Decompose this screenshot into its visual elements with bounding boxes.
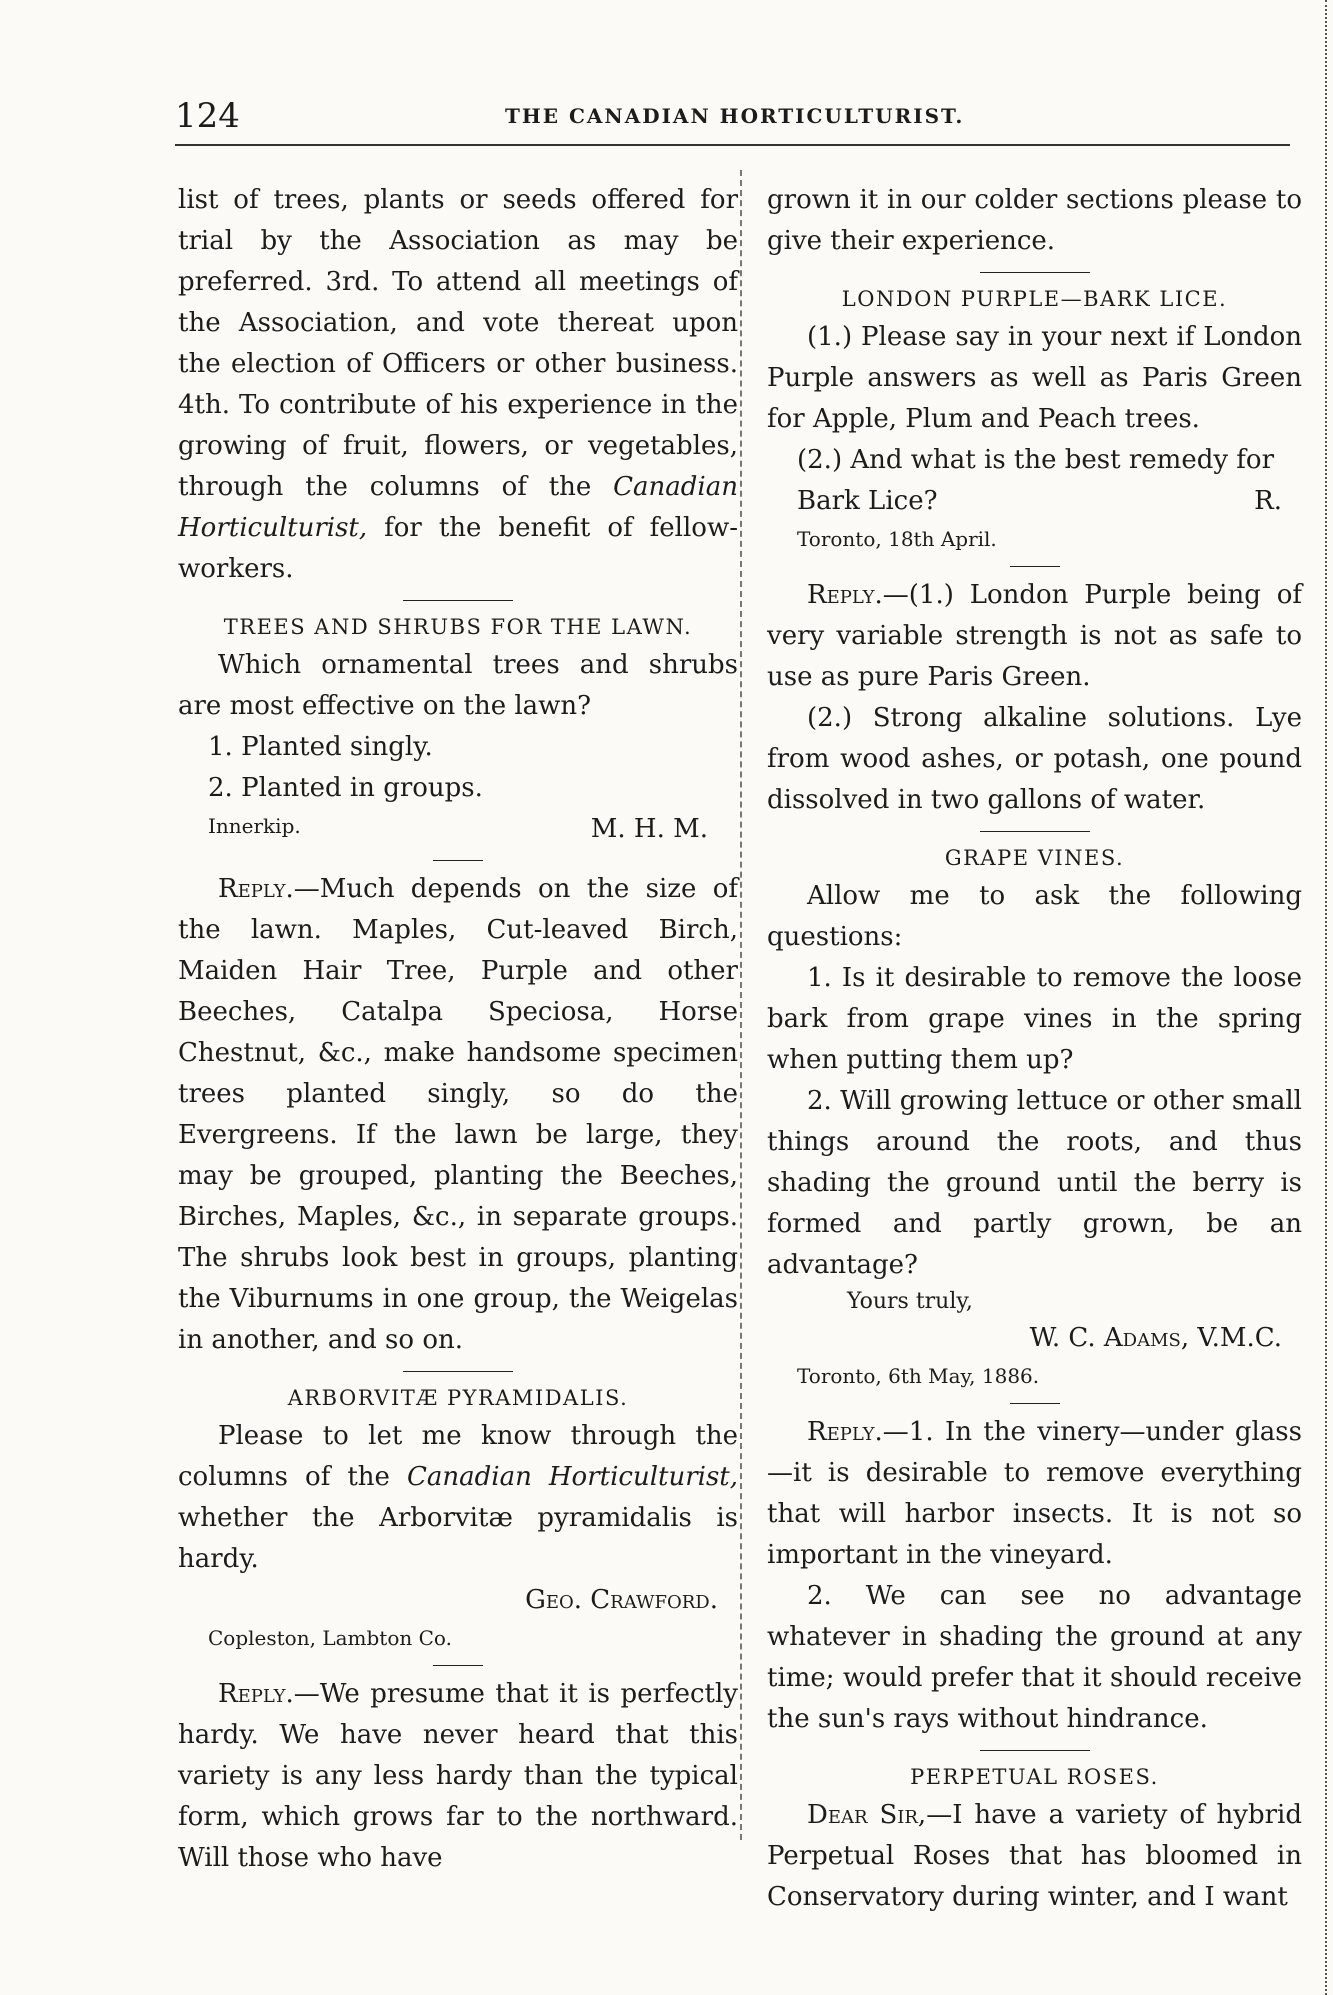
roses-paragraph: Dear Sir,—I have a variety of hybrid Perpetual Roses that has bloomed in Conservatory during winter, and I want: [767, 1800, 1302, 1912]
trees-item-2: 2. Planted in groups.: [208, 773, 483, 803]
trees-item-1: 1. Planted singly.: [208, 732, 433, 762]
reply-rule: [1010, 1403, 1060, 1404]
binding-edge: [1322, 0, 1327, 1995]
grape-intro: Allow me to ask the following questions:: [767, 881, 1302, 952]
london-initial: R.: [1254, 486, 1282, 516]
section-rule: [403, 1371, 513, 1372]
grape-heading: GRAPE VINES.: [944, 846, 1125, 870]
trees-heading: TREES AND SHRUBS FOR THE LAWN.: [223, 615, 693, 639]
column-divider: [740, 170, 743, 1840]
running-title: THE CANADIAN HORTICULTURIST.: [505, 104, 965, 128]
trees-signature-line: [178, 809, 738, 850]
grape-question-1: 1. Is it desirable to remove the loose bark from grape vines in the spring when putting them up?: [767, 963, 1302, 1075]
reply-rule: [433, 1665, 483, 1666]
grape-closing: Yours truly,: [847, 1289, 973, 1314]
trees-question: Which ornamental trees and shrubs are most effective on the lawn?: [178, 650, 738, 721]
continued-paragraph: grown it in our colder sections please to give their experience.: [767, 185, 1302, 256]
page-header: [175, 96, 1290, 136]
london-question-2-line: [767, 440, 1302, 522]
london-reply-2: (2.) Strong alkaline solutions. Lye from wood ashes, or potash, one pound dissolved in two gallons of water.: [767, 703, 1302, 815]
arbor-reply: Reply.—We presume that it is perfectly hardy. We have never heard that this variety is any less hardy than the typical form, which grows far to the northward. Will those who have: [178, 1679, 738, 1873]
section-rule: [403, 600, 513, 601]
page-number: 124: [175, 96, 240, 136]
section-rule: [980, 1750, 1090, 1751]
arbor-question: Please to let me know through the columns of the Canadian Horticulturist, whether the Arborvitæ pyramidalis is hardy.: [178, 1421, 738, 1574]
section-rule: [980, 831, 1090, 832]
london-reply-1: Reply.—(1.) London Purple being of very variable strength is not as safe to use as pure Paris Green.: [767, 580, 1302, 692]
grape-place: Toronto, 6th May, 1886.: [797, 1364, 1040, 1388]
grape-signature: W. C. Adams, V.M.C.: [1029, 1323, 1282, 1353]
arbor-place: Copleston, Lambton Co.: [208, 1626, 452, 1650]
reply-rule: [1010, 566, 1060, 567]
london-question-2: (2.) And what is the best remedy for Bark Lice?: [797, 445, 1275, 516]
header-rule: [175, 144, 1290, 146]
trees-signature: M. H. M.: [590, 814, 708, 844]
trees-place: Innerkip.: [208, 814, 301, 838]
london-heading: LONDON PURPLE—BARK LICE.: [841, 287, 1228, 311]
grape-question-2: 2. Will growing lettuce or other small things around the roots, and thus shading the ground until the berry is formed and partly grown, be an advantage?: [767, 1086, 1302, 1280]
section-rule: [980, 272, 1090, 273]
right-column: [767, 180, 1302, 1918]
reply-rule: [433, 860, 483, 861]
intro-paragraph: list of trees, plants or seeds offered for trial by the Association as may be preferred. 3rd. To attend all meetings of the Association, and vote thereat upon the election of Officers or other business. 4th. To contribute of his experience in the growing of fruit, flowers, or vegetables, through the columns of the Canadian Horticulturist, for the benefit of fellow-workers.: [178, 185, 738, 584]
arbor-heading: ARBORVITÆ PYRAMIDALIS.: [287, 1386, 629, 1410]
grape-reply-1: Reply.—1. In the vinery—under glass—it is desirable to remove everything that will harbor insects. It is not so important in the vineyard.: [767, 1417, 1302, 1570]
london-question-1: (1.) Please say in your next if London Purple answers as well as Paris Green for Apple, Plum and Peach trees.: [767, 322, 1302, 434]
grape-reply-2: 2. We can see no advantage whatever in shading the ground at any time; would prefer that it should receive the sun's rays without hindrance.: [767, 1581, 1302, 1734]
trees-reply: Reply.—Much depends on the size of the lawn. Maples, Cut-leaved Birch, Maiden Hair Tree, Purple and other Beeches, Catalpa Speciosa, Horse Chestnut, &c., make handsome specimen trees planted singly, so do the Evergreens. If the lawn be large, they may be grouped, planting the Beeches, Birches, Maples, &c., in separate groups. The shrubs look best in groups, planting the Viburnums in one group, the Weigelas in another, and so on.: [178, 874, 738, 1355]
roses-heading: PERPETUAL ROSES.: [910, 1765, 1159, 1789]
london-place: Toronto, 18th April.: [797, 527, 997, 551]
left-column: [178, 180, 738, 1879]
arbor-signature: Geo. Crawford.: [525, 1585, 718, 1615]
